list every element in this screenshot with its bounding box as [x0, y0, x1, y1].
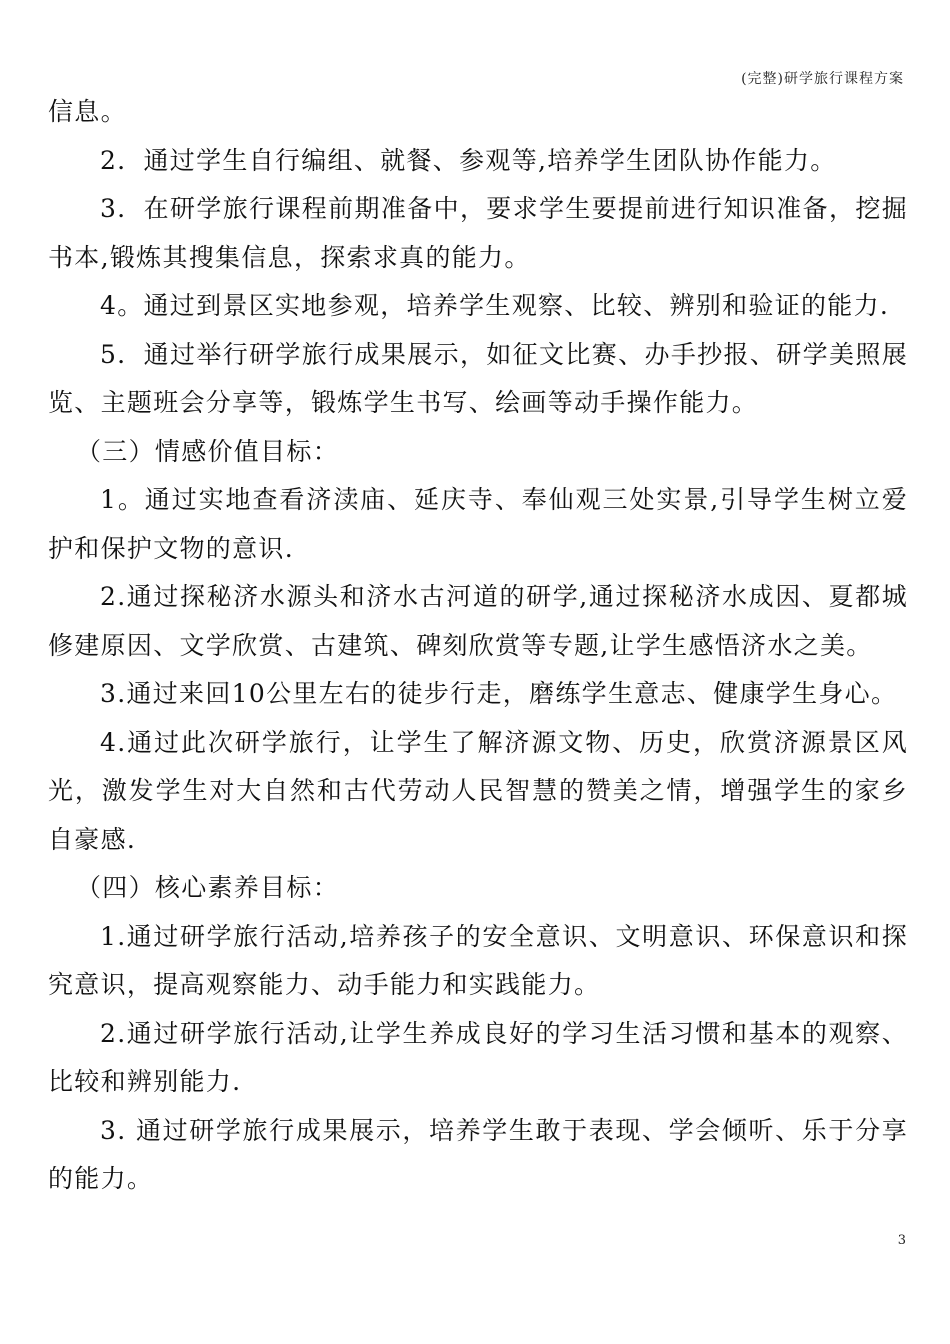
paragraph-emotion-1: 1。通过实地查看济渎庙、延庆寺、奉仙观三处实景,引导学生树立爱护和保护文物的意识. [48, 485, 908, 563]
paragraph-emotion-4: 4.通过此次研学旅行，让学生了解济源文物、历史，欣赏济源景区风光，激发学生对大自然和古代劳动人民智慧的赞美之情，增强学生的家乡自豪感. [48, 727, 908, 854]
paragraph-core-1: 1.通过研学旅行活动,培养孩子的安全意识、文明意识、环保意识和探究意识，提高观察能力、动手能力和实践能力。 [48, 921, 908, 999]
paragraph-ability-2: 2．通过学生自行编组、就餐、参观等,培养学生团队协作能力。 [100, 145, 837, 175]
page-number: 3 [897, 1233, 906, 1248]
paragraph-core-3: 3. 通过研学旅行成果展示，培养学生敢于表现、学会倾听、乐于分享的能力。 [48, 1115, 908, 1193]
paragraph-continuation: 信息。 [48, 97, 127, 126]
paragraph-ability-3: 3．在研学旅行课程前期准备中，要求学生要提前进行知识准备，挖掘书本,锻炼其搜集信息，探索求真的能力。 [48, 194, 908, 272]
paragraph-core-2: 2.通过研学旅行活动,让学生养成良好的学习生活习惯和基本的观察、比较和辨别能力. [48, 1018, 908, 1096]
document-body [48, 88, 908, 1204]
section-heading-core-literacy: （四）核心素养目标： [76, 873, 340, 902]
paragraph-ability-4: 4。通过到景区实地参观，培养学生观察、比较、辨别和验证的能力. [100, 291, 890, 320]
document-header-title: (完整)研学旅行课程方案 [741, 71, 904, 87]
paragraph-ability-5: 5．通过举行研学旅行成果展示，如征文比赛、办手抄报、研学美照展览、主题班会分享等，锻炼学生书写、绘画等动手操作能力。 [48, 339, 908, 417]
paragraph-emotion-3: 3.通过来回10公里左右的徒步行走，磨练学生意志、健康学生身心。 [100, 679, 898, 708]
paragraph-emotion-2: 2.通过探秘济水源头和济水古河道的研学,通过探秘济水成因、夏都城修建原因、文学欣赏、古建筑、碑刻欣赏等专题,让学生感悟济水之美。 [48, 582, 908, 660]
section-heading-emotional-values: （三）情感价值目标： [76, 436, 340, 466]
